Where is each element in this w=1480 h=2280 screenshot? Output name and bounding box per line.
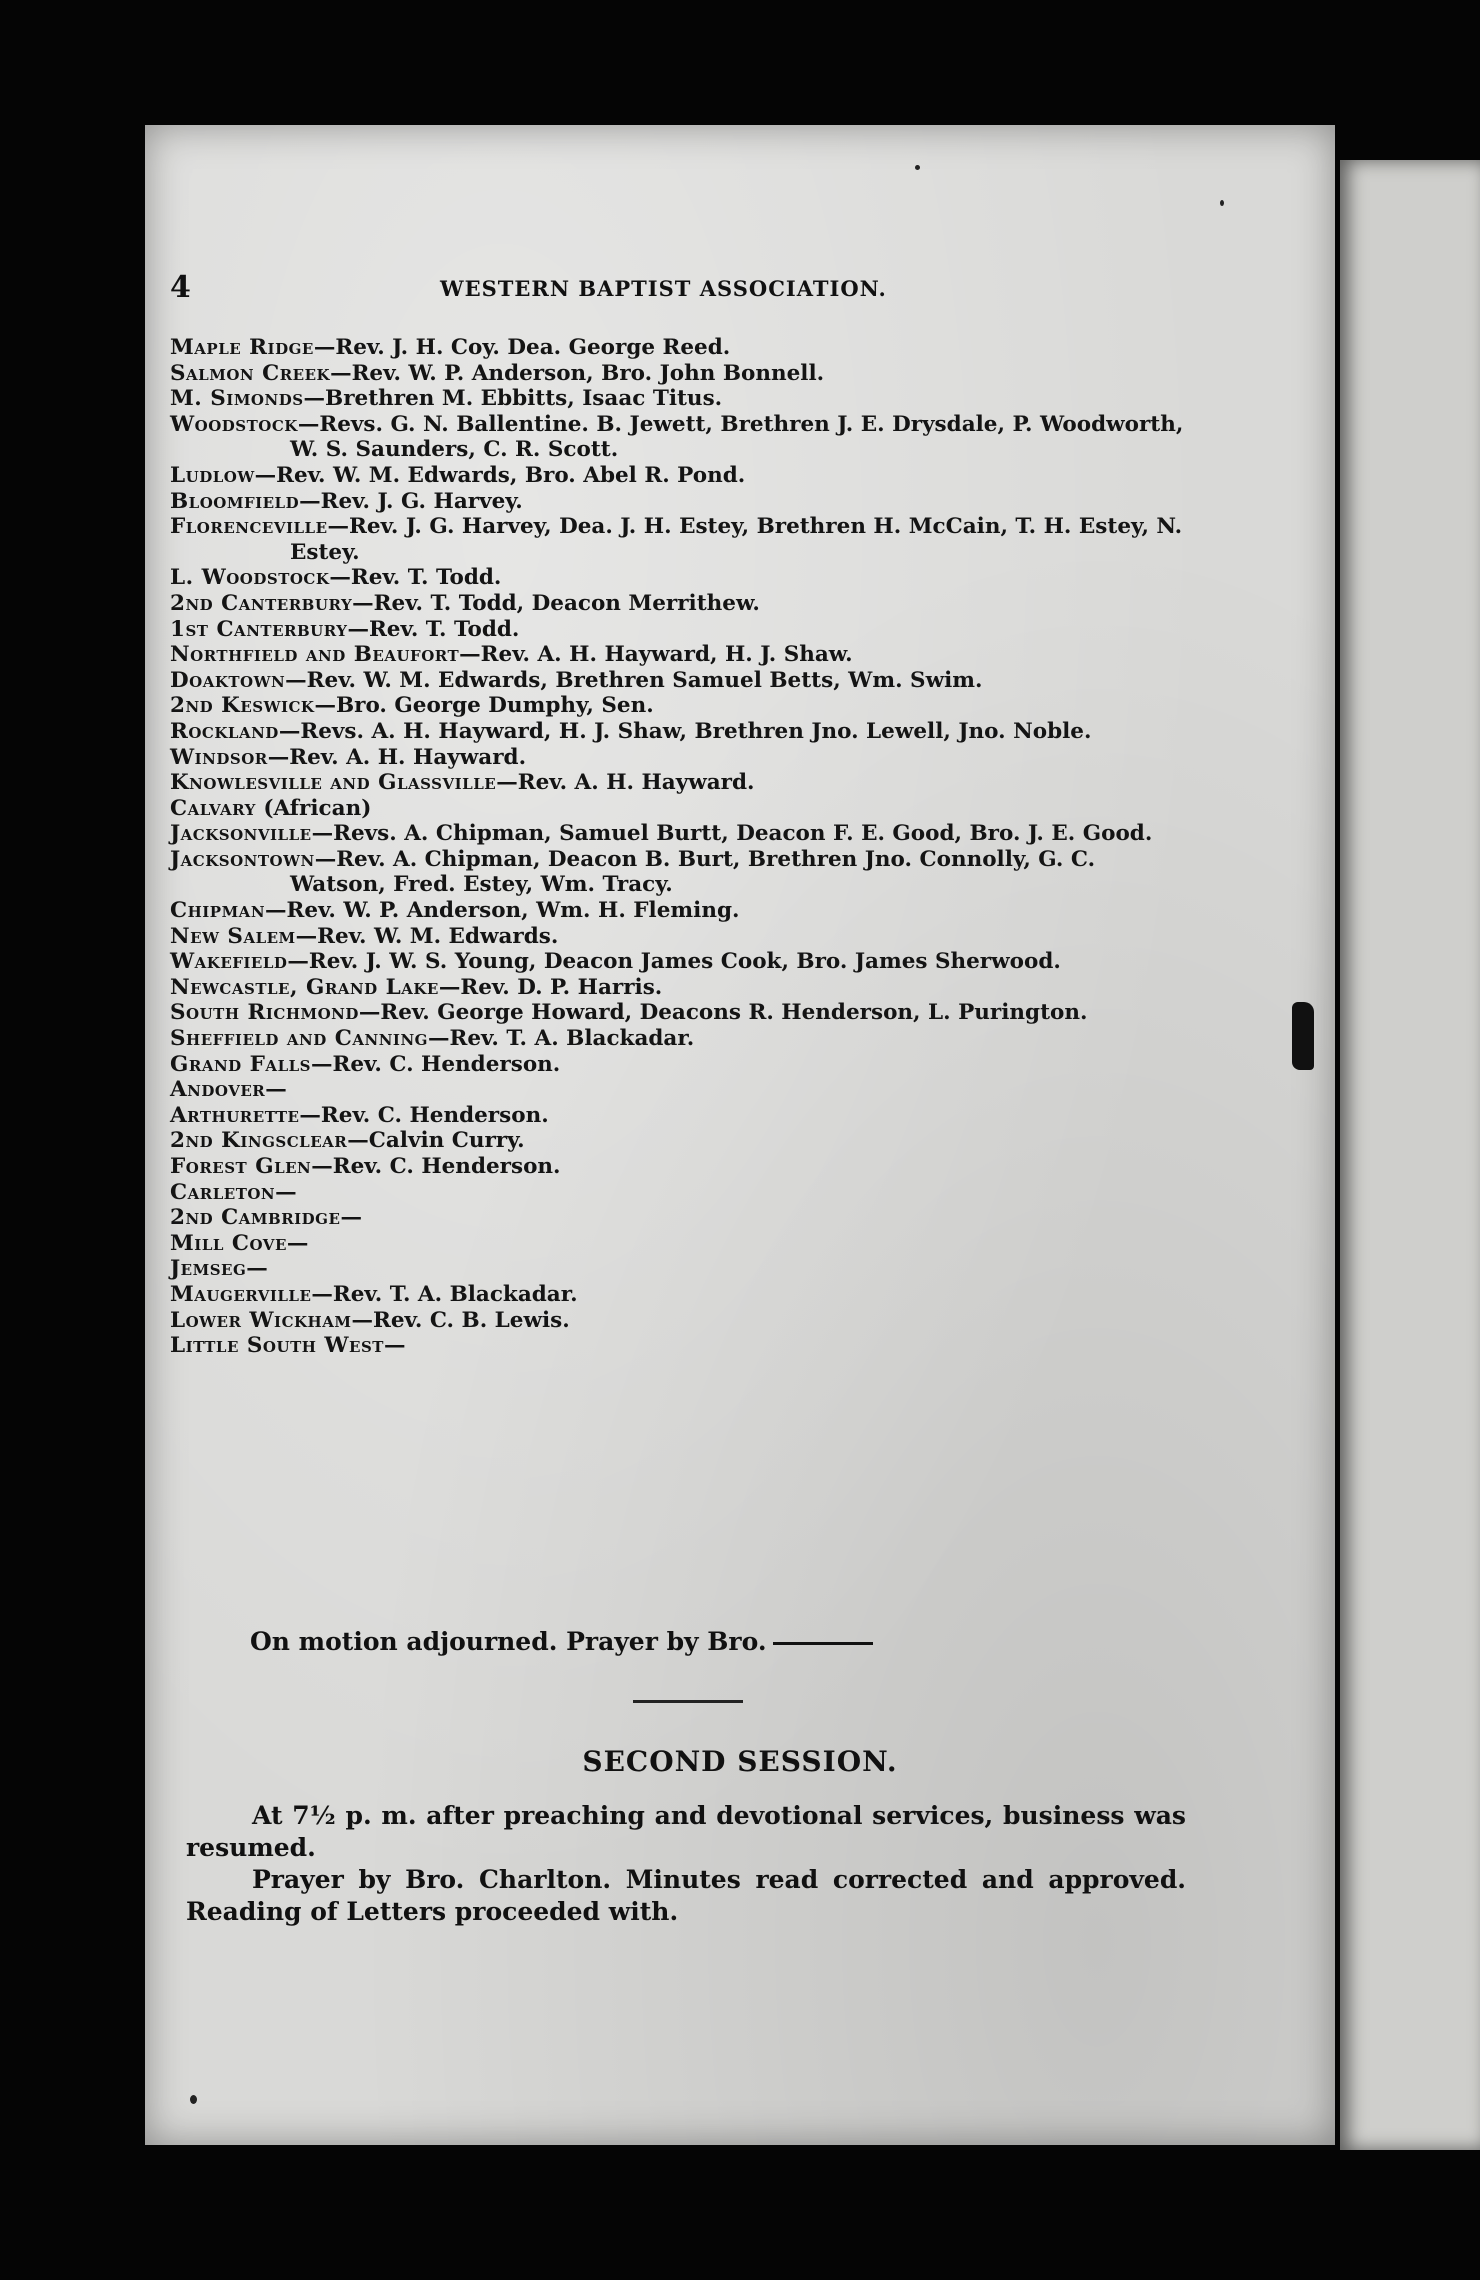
- church-name: Newcastle, Grand Lake: [170, 974, 439, 1000]
- delegate-entry: [170, 412, 1190, 463]
- delegate-entry: [170, 796, 1190, 822]
- church-name: 2nd Canterbury: [170, 590, 353, 616]
- delegate-names: —Calvin Curry.: [347, 1128, 525, 1154]
- adjournment-text: On motion adjourned. Prayer by Bro.: [250, 1627, 767, 1656]
- church-name: Grand Falls: [170, 1051, 311, 1077]
- delegate-names: —Rev. C. Henderson.: [299, 1102, 549, 1128]
- delegate-names: —Rev. J. H. Coy. Dea. George Reed.: [313, 335, 731, 360]
- church-name: Bloomfield: [170, 488, 300, 514]
- church-name: New Salem: [170, 923, 296, 949]
- church-name: L. Woodstock: [170, 565, 330, 591]
- church-name: Maugerville: [170, 1281, 312, 1307]
- delegate-entry: [170, 847, 1190, 898]
- church-name: Rockland: [170, 718, 279, 744]
- ink-speck: [190, 2095, 197, 2104]
- blank-rule: [773, 1642, 873, 1645]
- delegate-names: —Rev. T. A. Blackadar.: [311, 1281, 578, 1307]
- delegate-entry: [170, 335, 1190, 361]
- church-name: Andover: [170, 1077, 266, 1103]
- delegate-entry: [170, 1205, 1190, 1231]
- church-name: 2nd Cambridge: [170, 1205, 341, 1231]
- delegate-entry: [170, 1180, 1190, 1206]
- delegate-names: —Revs. A. H. Hayward, H. J. Shaw, Brethren Jno. Lewell, Jno. Noble.: [278, 718, 1092, 744]
- delegate-names: —Brethren M. Ebbitts, Isaac Titus.: [303, 386, 723, 412]
- church-name: Florenceville: [170, 514, 328, 540]
- church-name: Little South West: [170, 1333, 384, 1359]
- delegate-names: —: [265, 1077, 287, 1103]
- delegate-entry: [170, 770, 1190, 796]
- delegate-entry: [170, 361, 1190, 387]
- delegate-entry: [170, 1128, 1190, 1154]
- delegate-entry: [170, 1154, 1190, 1180]
- page-number: 4: [170, 270, 191, 305]
- adjournment-line: [250, 1627, 873, 1656]
- delegate-names: —Rev. A. Chipman, Deacon B. Burt, Brethren Jno. Connolly, G. C. Watson, Fred. Estey, Wm. Tracy.: [290, 846, 1096, 898]
- church-name: Maple Ridge: [170, 335, 314, 360]
- session-paragraph: Prayer by Bro. Charlton. Minutes read corrected and approved. Reading of Letters proceeded with.: [186, 1865, 1186, 1926]
- delegate-names: —: [286, 1230, 309, 1256]
- delegate-names: —Rev. C. B. Lewis.: [351, 1307, 570, 1333]
- delegate-names: —Rev. A. H. Hayward, H. J. Shaw.: [459, 642, 853, 668]
- delegate-names: —Rev. W. M. Edwards, Brethren Samuel Betts, Wm. Swim.: [285, 667, 983, 693]
- delegate-entry: [170, 949, 1190, 975]
- delegate-entry: [170, 591, 1190, 617]
- church-name: Calvary: [170, 795, 256, 821]
- delegate-names: —Rev. C. Henderson.: [311, 1051, 561, 1077]
- delegate-entry: [170, 386, 1190, 412]
- church-name: South Richmond: [170, 1000, 359, 1026]
- binding-clip-mark: [1292, 1002, 1314, 1070]
- delegate-names: —: [383, 1333, 406, 1359]
- delegate-entry: [170, 565, 1190, 591]
- delegate-names: —Revs. A. Chipman, Samuel Burtt, Deacon F. E. Good, Bro. J. E. Good.: [311, 821, 1153, 847]
- church-name: Mill Cove: [170, 1230, 287, 1256]
- delegate-names: —Rev. W. M. Edwards, Bro. Abel R. Pond.: [254, 462, 746, 488]
- delegate-names: —Rev. T. Todd.: [329, 565, 502, 591]
- delegate-names: —Rev. A. H. Hayward.: [496, 770, 755, 796]
- delegate-names: —Rev. D. P. Harris.: [438, 974, 663, 1000]
- ink-speck: [915, 165, 920, 170]
- church-name: Doaktown: [170, 667, 286, 693]
- church-name: Carleton: [170, 1179, 276, 1205]
- church-name: Wakefield: [170, 949, 288, 975]
- delegate-entry: [170, 514, 1190, 565]
- church-name: Jacksonville: [170, 821, 312, 847]
- delegate-entry: [170, 1333, 1190, 1359]
- running-title: WESTERN BAPTIST ASSOCIATION.: [440, 276, 887, 301]
- delegate-names: —Rev. W. M. Edwards.: [295, 923, 559, 949]
- church-name: Windsor: [170, 744, 268, 770]
- church-name: 1st Canterbury: [170, 616, 348, 642]
- church-name: Ludlow: [170, 462, 255, 488]
- church-name: Arthurette: [170, 1102, 300, 1128]
- section-divider: [633, 1700, 743, 1703]
- church-name: Sheffield and Canning: [170, 1026, 428, 1052]
- church-name: 2nd Keswick: [170, 693, 315, 719]
- delegate-entry: [170, 1282, 1190, 1308]
- church-name: Northfield and Beaufort: [170, 642, 460, 668]
- delegate-entry: [170, 617, 1190, 643]
- delegate-entry: [170, 975, 1190, 1001]
- church-name: Jemseg: [170, 1256, 247, 1282]
- delegate-entry: [170, 1026, 1190, 1052]
- delegate-entry: [170, 489, 1190, 515]
- delegate-names: (African): [255, 795, 372, 821]
- church-name: Chipman: [170, 898, 266, 924]
- church-name: Forest Glen: [170, 1154, 312, 1179]
- delegate-names: —Rev. T. A. Blackadar.: [427, 1026, 695, 1052]
- delegate-names: —Rev. George Howard, Deacons R. Henderson, L. Purington.: [358, 1000, 1088, 1026]
- delegate-entry: [170, 719, 1190, 745]
- session-heading: SECOND SESSION.: [582, 1745, 898, 1778]
- delegate-entry: [170, 1052, 1190, 1078]
- church-name: Knowlesville and Glassville: [170, 770, 497, 796]
- delegate-names: —Rev. J. W. S. Young, Deacon James Cook, Bro. James Sherwood.: [287, 949, 1061, 975]
- delegate-names: —Rev. J. G. Harvey.: [299, 488, 523, 514]
- delegate-names: —Rev. T. Todd, Deacon Merrithew.: [352, 590, 760, 616]
- church-name: Salmon Creek: [170, 360, 331, 386]
- delegate-entry: [170, 1231, 1190, 1257]
- church-name: Lower Wickham: [170, 1307, 352, 1333]
- delegate-names: —Bro. George Dumphy, Sen.: [314, 693, 654, 719]
- delegate-entry: [170, 1077, 1190, 1103]
- ink-speck: [1220, 200, 1224, 206]
- delegate-list: [170, 335, 1190, 1359]
- delegate-entry: [170, 821, 1190, 847]
- delegate-entry: [170, 924, 1190, 950]
- delegate-entry: [170, 693, 1190, 719]
- delegate-entry: [170, 1256, 1190, 1282]
- delegate-entry: [170, 1308, 1190, 1334]
- delegate-names: —Rev. C. Henderson.: [311, 1154, 561, 1179]
- delegate-names: —: [275, 1179, 297, 1205]
- delegate-entry: [170, 642, 1190, 668]
- delegate-names: —Rev. W. P. Anderson, Wm. H. Fleming.: [265, 898, 740, 924]
- church-name: 2nd Kingsclear: [170, 1128, 348, 1154]
- delegate-entry: [170, 1000, 1190, 1026]
- delegate-entry: [170, 898, 1190, 924]
- delegate-entry: [170, 745, 1190, 771]
- church-name: Jacksontown: [170, 846, 315, 872]
- delegate-names: —Rev. W. P. Anderson, Bro. John Bonnell.: [330, 360, 825, 386]
- church-name: Woodstock: [170, 411, 298, 437]
- delegate-names: —Rev. T. Todd.: [347, 616, 520, 642]
- delegate-names: —Rev. J. G. Harvey, Dea. J. H. Estey, Brethren H. McCain, T. H. Estey, N. Estey.: [290, 514, 1183, 565]
- delegate-names: —Rev. A. H. Hayward.: [267, 744, 527, 770]
- delegate-entry: [170, 668, 1190, 694]
- delegate-names: —: [246, 1256, 268, 1282]
- delegate-names: —Revs. G. N. Ballentine. B. Jewett, Brethren J. E. Drysdale, P. Woodworth, W. S. Saunders, C. R. Scott.: [290, 411, 1184, 463]
- session-paragraph: At 7½ p. m. after preaching and devotional services, business was resumed.: [186, 1801, 1186, 1862]
- church-name: M. Simonds: [170, 386, 304, 412]
- session-body: [186, 1800, 1186, 1928]
- adjacent-page-edge: [1340, 160, 1480, 2150]
- delegate-entry: [170, 1103, 1190, 1129]
- delegate-entry: [170, 463, 1190, 489]
- delegate-names: —: [340, 1205, 362, 1231]
